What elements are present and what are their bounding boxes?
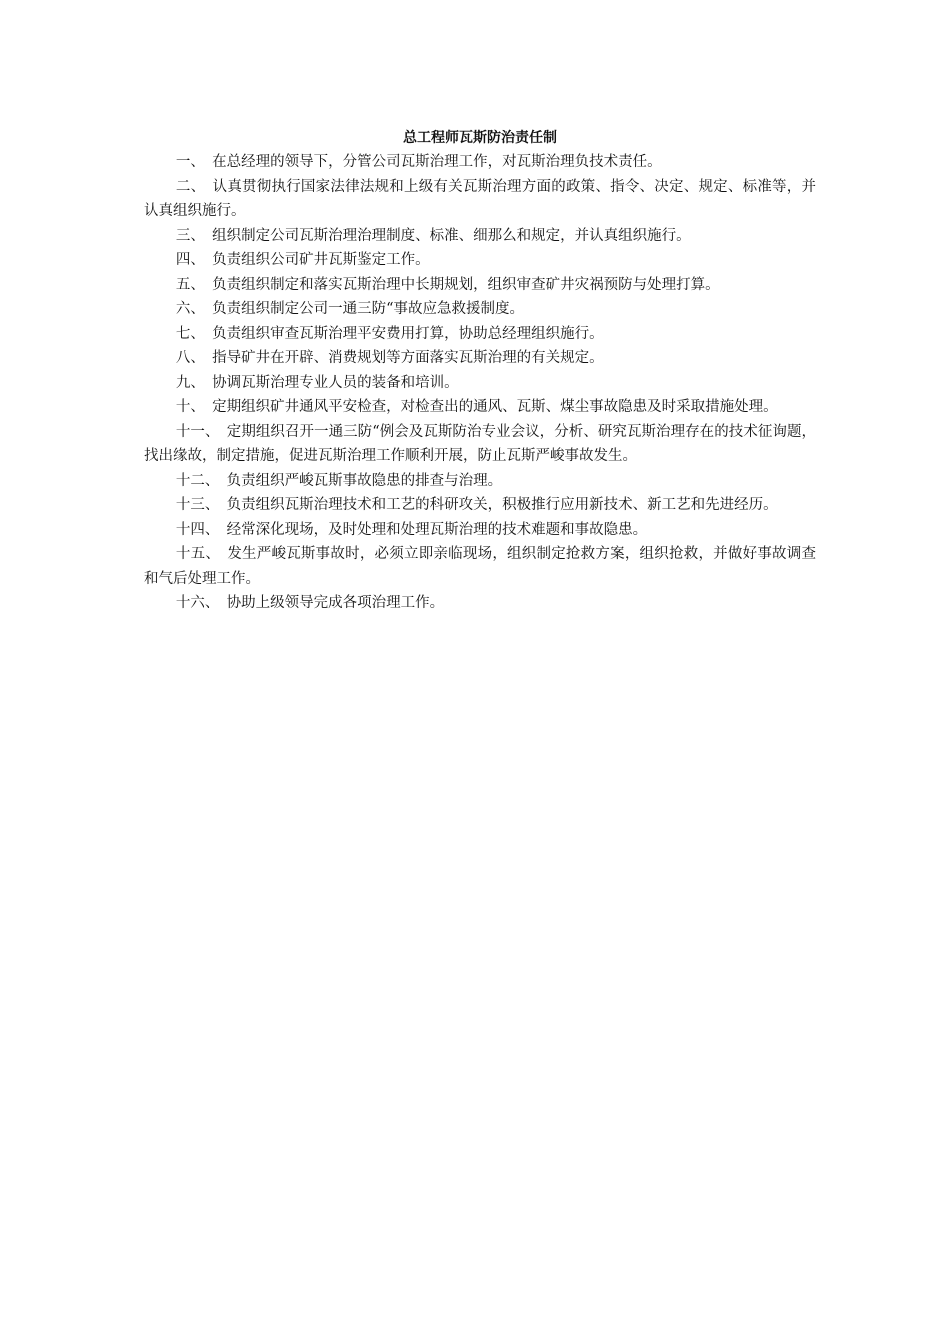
list-item <box>144 469 816 494</box>
document-body <box>144 126 816 616</box>
list-item <box>144 322 816 347</box>
item-number: 二、 <box>175 178 206 195</box>
item-number: 四、 <box>175 252 205 268</box>
item-number: 十一、 <box>175 423 220 440</box>
item-text: 负责组织严峻瓦斯事故隐患的排查与治理。 <box>226 472 503 489</box>
item-text: 认真贯彻执行国家法律法规和上级有关瓦斯治理方面的政策、指令、决定、规定、标准等，并认真组织施行。 <box>144 178 817 219</box>
item-number: 六、 <box>175 301 205 317</box>
responsibility-list <box>144 150 816 616</box>
list-item <box>144 591 816 616</box>
item-number: 三、 <box>175 227 205 244</box>
item-text: 定期组织召开一通三防“例会及瓦斯防治专业会议，分析、研究瓦斯治理存在的技术征询题，找出缘故，制定措施，促进瓦斯治理工作顺利开展，防止瓦斯严峻事故发生。 <box>144 423 816 464</box>
list-item <box>144 518 816 543</box>
list-item <box>144 493 816 518</box>
list-item <box>144 273 816 298</box>
item-number: 十五、 <box>175 546 221 562</box>
item-text: 负责组织瓦斯治理技术和工艺的科研攻关，积极推行应用新技术、新工艺和先进经历。 <box>226 497 778 513</box>
item-text: 负责组织制定和落实瓦斯治理中长期规划，组织审查矿井灾祸预防与处理打算。 <box>212 276 720 293</box>
document-title: 总工程师瓦斯防治责任制 <box>403 130 557 146</box>
list-item <box>144 248 816 273</box>
item-number: 十、 <box>175 399 205 415</box>
list-item <box>144 346 816 371</box>
item-number: 一、 <box>175 154 205 170</box>
item-text: 负责组织制定公司一通三防“事故应急救援制度。 <box>212 301 525 317</box>
item-text: 协助上级领导完成各项治理工作。 <box>226 595 445 611</box>
item-number: 九、 <box>175 374 205 391</box>
list-item <box>144 297 816 322</box>
item-text: 协调瓦斯治理专业人员的装备和培训。 <box>212 374 459 391</box>
list-item <box>144 420 816 469</box>
item-number: 十三、 <box>175 497 220 513</box>
item-text: 负责组织审查瓦斯治理平安费用打算，协助总经理组织施行。 <box>212 325 604 342</box>
list-item <box>144 175 816 224</box>
item-text: 定期组织矿井通风平安检查，对检查出的通风、瓦斯、煤尘事故隐患及时采取措施处理。 <box>212 399 778 415</box>
item-text: 指导矿井在开辟、消费规划等方面落实瓦斯治理的有关规定。 <box>212 350 604 366</box>
item-text: 负责组织公司矿井瓦斯鉴定工作。 <box>212 252 430 268</box>
item-text: 发生严峻瓦斯事故时，必须立即亲临现场，组织制定抢救方案，组织抢救，并做好事故调查和气后处理工作。 <box>144 546 816 587</box>
item-number: 十六、 <box>175 595 220 611</box>
item-text: 经常深化现场，及时处理和处理瓦斯治理的技术难题和事故隐患。 <box>226 521 648 538</box>
item-number: 七、 <box>175 325 205 342</box>
item-text: 组织制定公司瓦斯治理治理制度、标准、细那么和规定，并认真组织施行。 <box>212 227 691 244</box>
item-number: 十四、 <box>175 521 220 538</box>
list-item <box>144 542 816 591</box>
list-item <box>144 224 816 249</box>
list-item <box>144 395 816 420</box>
list-item <box>144 371 816 396</box>
item-number: 五、 <box>175 276 205 293</box>
item-number: 十二、 <box>175 472 220 489</box>
item-number: 八、 <box>175 350 205 366</box>
list-item <box>144 150 816 175</box>
item-text: 在总经理的领导下，分管公司瓦斯治理工作，对瓦斯治理负技术责任。 <box>212 154 662 170</box>
